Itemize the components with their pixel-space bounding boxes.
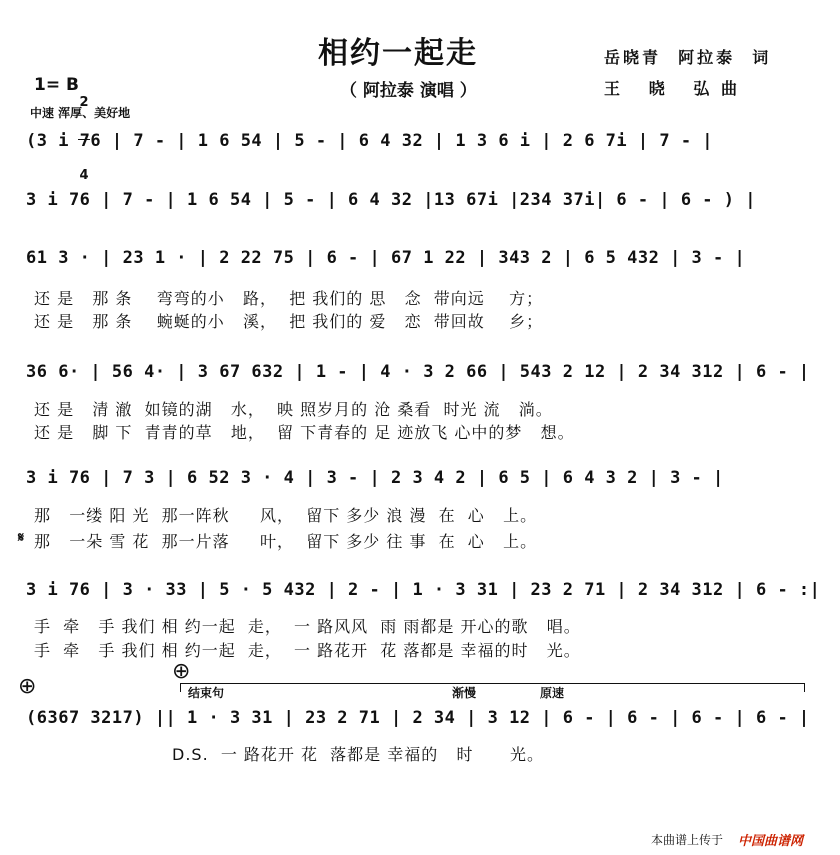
coda-icon: ⊕: [172, 659, 191, 684]
notation-line-6: 3 i 76 | 3 · 33 | 5 · 5 432 | 2 - | 1 · 3 31 | 23 2 71 | 2 34 312 | 6 - :|: [26, 580, 821, 600]
ending-label: 结束句: [188, 686, 225, 700]
lyric-line-5-verse-1: 那 一缕 阳 光 那一阵秋 风， 留下 多少 浪 漫 在 心 上。: [34, 506, 538, 525]
upload-note: 本曲谱上传于: [651, 833, 724, 847]
ritardando-label: 渐慢: [452, 686, 477, 700]
time-signature-top: 2: [79, 95, 89, 110]
segno-icon: 𝄋: [18, 530, 25, 546]
lyric-line-3-verse-2: 还 是 那 条 蜿蜒的小 溪， 把 我们的 爱 恋 带回故 乡；: [34, 312, 544, 331]
lyric-line-4-verse-2: 还 是 脚 下 青青的草 地， 留 下青春的 足 迹放飞 心中的梦 想。: [34, 423, 575, 442]
key-signature: 1= B: [34, 75, 79, 95]
coda-start-icon: ⊕: [18, 674, 37, 699]
lyric-line-3-verse-1: 还 是 那 条 弯弯的小 路， 把 我们的 思 念 带向远 方；: [34, 289, 544, 308]
site-brand-logo: 中国曲谱网: [738, 834, 804, 849]
lyric-line-6-verse-2: 手 牵 手 我们 相 约一起 走， 一 路花开 花 落都是 幸福的时 光。: [34, 641, 581, 660]
song-title: 相约一起走: [318, 36, 478, 71]
lyric-line-7-ds: D.S. 一 路花开 花 落都是 幸福的 时 光。: [172, 745, 545, 764]
performer-subtitle: （ 阿拉泰 演唱 ）: [340, 81, 477, 101]
lyric-line-6-verse-1: 手 牵 手 我们 相 约一起 走， 一 路风风 雨 雨都是 开心的歌 唱。: [34, 617, 581, 636]
lyric-line-4-verse-1: 还 是 清 澈 如镜的湖 水， 映 照岁月的 沧 桑看 时光 流 淌。: [34, 400, 553, 419]
composer-credit: 王 晓 弘 曲: [604, 79, 740, 98]
notation-line-1: (3 i 76 | 7 - | 1 6 54 | 5 - | 6 4 32 | 1 3 6 i | 2 6 7i | 7 - |: [26, 131, 714, 151]
time-signature-bottom: 4: [79, 168, 89, 183]
notation-line-7: (6367 3217) || 1 · 3 31 | 23 2 71 | 2 34 | 3 12 | 6 - | 6 - | 6 - | 6 - |: [26, 708, 810, 728]
notation-line-3: 61 3 · | 23 1 · | 2 22 75 | 6 - | 67 1 22 | 343 2 | 6 5 432 | 3 - |: [26, 248, 746, 268]
notation-line-4: 36 6· | 56 4· | 3 67 632 | 1 - | 4 · 3 2 66 | 543 2 12 | 2 34 312 | 6 - |: [26, 362, 810, 382]
tempo-marking: 中速 浑厚、美好地: [30, 106, 131, 120]
a-tempo-label: 原速: [540, 686, 565, 700]
ending-bracket: [180, 683, 805, 692]
notation-line-2: 3 i 76 | 7 - | 1 6 54 | 5 - | 6 4 32 |13 67i |234 37i| 6 - | 6 - ) |: [26, 190, 756, 210]
lyricist-credit: 岳晓青 阿拉泰 词: [604, 48, 772, 67]
notation-line-5: 3 i 76 | 7 3 | 6 52 3 · 4 | 3 - | 2 3 4 2 | 6 5 | 6 4 3 2 | 3 - |: [26, 468, 724, 488]
lyric-line-5-verse-2: 那 一朵 雪 花 那一片落 叶， 留下 多少 往 事 在 心 上。: [34, 532, 538, 551]
